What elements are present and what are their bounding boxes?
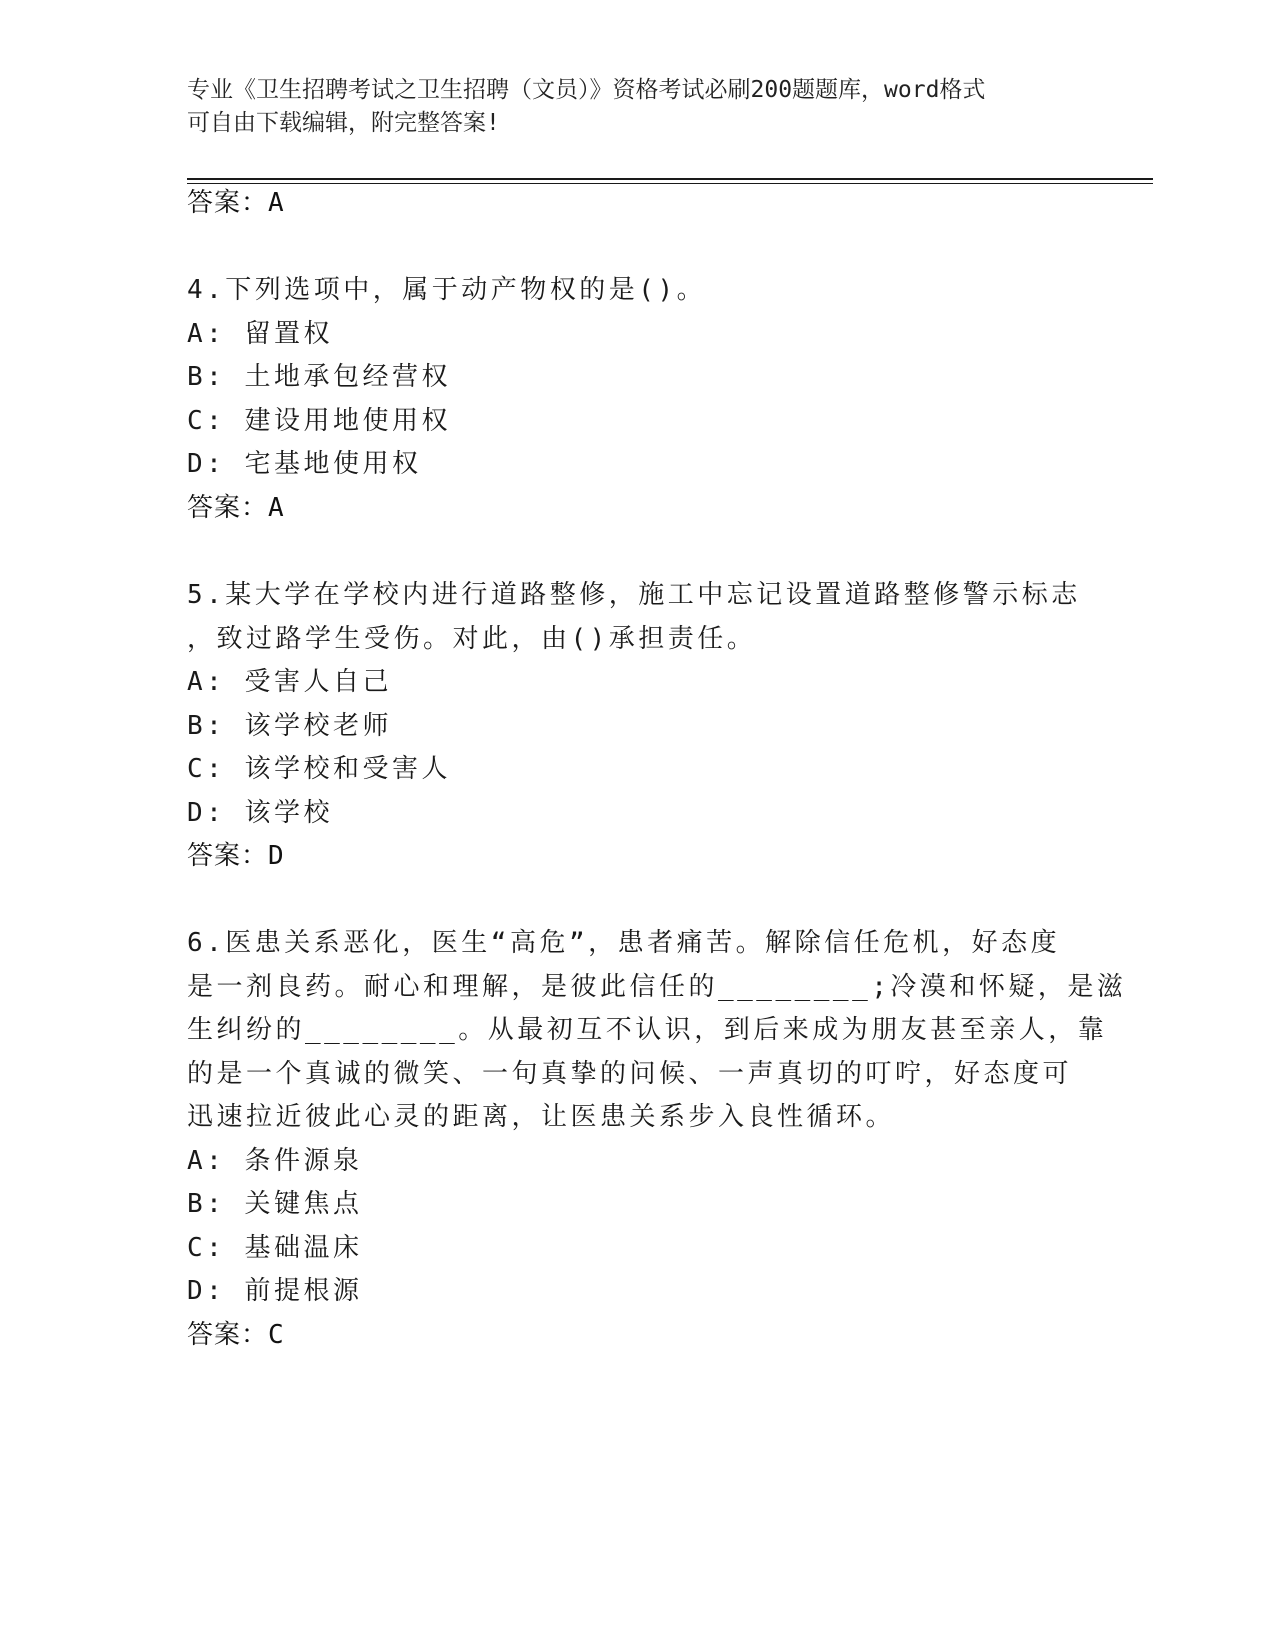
q6-option-a: A: 条件源泉 bbox=[187, 1146, 363, 1176]
q5-stem-line-1: 5.某大学在学校内进行道路整修，施工中忘记设置道路整修警示标志 bbox=[187, 580, 1081, 610]
q5-stem-line-2: ，致过路学生受伤。对此，由()承担责任。 bbox=[187, 624, 757, 654]
q4-stem-line-1: 4.下列选项中，属于动产物权的是()。 bbox=[187, 275, 707, 305]
q6-option-b: B: 关键焦点 bbox=[187, 1189, 363, 1219]
q5-option-b: B: 该学校老师 bbox=[187, 711, 392, 741]
answer-label: 答案： bbox=[187, 188, 269, 218]
q6-stem-line-5: 迅速拉近彼此心灵的距离，让医患关系步入良性循环。 bbox=[187, 1102, 896, 1132]
answer-value: A bbox=[268, 493, 284, 523]
q5-option-d: D: 该学校 bbox=[187, 798, 333, 828]
q4-option-d: D: 宅基地使用权 bbox=[187, 449, 422, 479]
header-rule-thin bbox=[187, 183, 1153, 184]
q6-stem-line-1: 6.医患关系恶化，医生“高危”，患者痛苦。解除信任危机，好态度 bbox=[187, 928, 1061, 958]
document-header bbox=[187, 74, 1087, 140]
answer-label: 答案： bbox=[187, 493, 269, 523]
q6-stem-line-3: 生纠纷的________。从最初互不认识，到后来成为朋友甚至亲人，靠 bbox=[187, 1015, 1108, 1045]
q6-option-d: D: 前提根源 bbox=[187, 1276, 363, 1306]
q6-stem-line-4: 的是一个真诚的微笑、一句真挚的问候、一声真切的叮咛，好态度可 bbox=[187, 1059, 1073, 1089]
q5-option-a: A: 受害人自己 bbox=[187, 667, 392, 697]
answer-value: A bbox=[268, 188, 284, 218]
answer-value: C bbox=[268, 1320, 284, 1350]
answer-q4 bbox=[187, 491, 284, 525]
header-rule-thick bbox=[187, 178, 1153, 180]
answer-prev bbox=[187, 186, 284, 220]
answer-q6 bbox=[187, 1318, 284, 1352]
q4-option-c: C: 建设用地使用权 bbox=[187, 406, 451, 436]
q6-stem-line-2: 是一剂良药。耐心和理解，是彼此信任的________;冷漠和怀疑，是滋 bbox=[187, 972, 1127, 1002]
answer-label: 答案： bbox=[187, 1320, 269, 1350]
header-line-2: 可自由下载编辑，附完整答案! bbox=[187, 110, 500, 136]
q4-option-b: B: 土地承包经营权 bbox=[187, 362, 451, 392]
q6-option-c: C: 基础温床 bbox=[187, 1233, 363, 1263]
q5-option-c: C: 该学校和受害人 bbox=[187, 754, 451, 784]
answer-label: 答案： bbox=[187, 841, 269, 871]
answer-value: D bbox=[268, 841, 284, 871]
header-line-1: 专业《卫生招聘考试之卫生招聘（文员）》资格考试必刷200题题库，word格式 bbox=[187, 77, 986, 103]
q4-option-a: A: 留置权 bbox=[187, 319, 333, 349]
answer-q5 bbox=[187, 839, 284, 873]
